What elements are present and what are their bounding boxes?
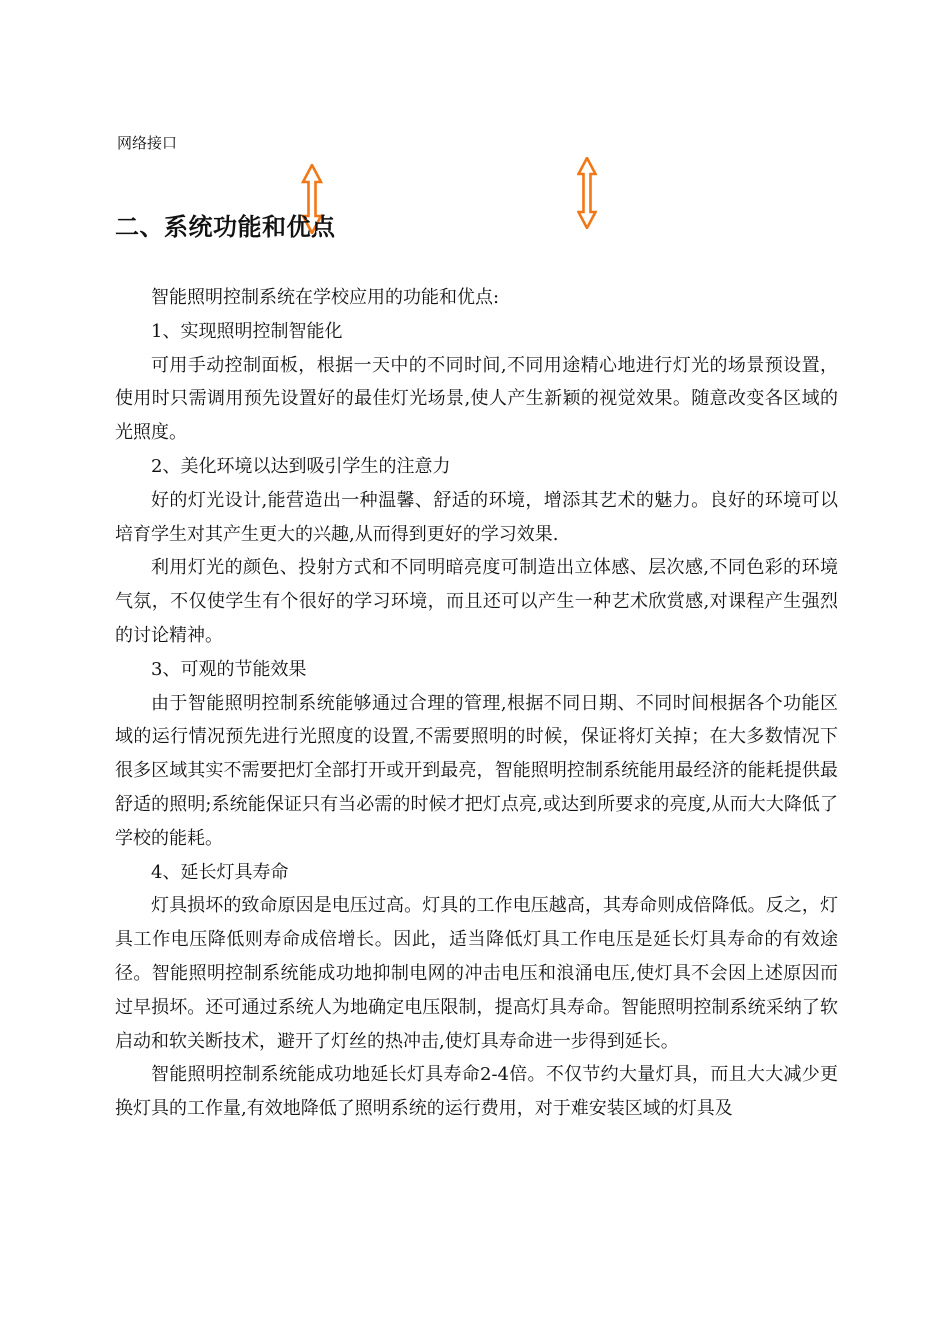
paragraph: 由于智能照明控制系统能够通过合理的管理,根据不同日期、不同时间根据各个功能区域的运行情况预先进行光照度的设置,不需要照明的时候，保证将灯关掉；在大多数情况下很多区域其实不需要把灯全部打开或开到最亮，智能照明控制系统能用最经济的能耗提供最舒适的照明;系统能保证只有当必需的时候才把灯点亮,或达到所要求的亮度,从而大大降低了学校的能耗。 bbox=[115, 692, 838, 849]
subheading-1: 1、实现照明控制智能化 bbox=[151, 320, 343, 342]
double-arrow-icon bbox=[577, 157, 597, 229]
subheading-2: 2、美化环境以达到吸引学生的注意力 bbox=[151, 455, 451, 477]
diagram-caption: 网络接口 bbox=[117, 134, 178, 152]
paragraph: 可用手动控制面板，根据一天中的不同时间,不同用途精心地进行灯光的场景预设置，使用时只需调用预先设置好的最佳灯光场景,使人产生新颖的视觉效果。随意改变各区域的光照度。 bbox=[115, 354, 838, 444]
subheading-4: 4、延长灯具寿命 bbox=[151, 861, 289, 883]
intro-paragraph: 智能照明控制系统在学校应用的功能和优点: bbox=[151, 287, 500, 308]
section-body bbox=[115, 281, 838, 1126]
paragraph: 灯具损坏的致命原因是电压过高。灯具的工作电压越高，其寿命则成倍降低。反之，灯具工作电压降低则寿命成倍增长。因此，适当降低灯具工作电压是延长灯具寿命的有效途径。智能照明控制系统能成功地抑制电网的冲击电压和浪涌电压,使灯具不会因上述原因而过早损坏。还可通过系统人为地确定电压限制，提高灯具寿命。智能照明控制系统采纳了软启动和软关断技术，避开了灯丝的热冲击,使灯具寿命进一步得到延长。 bbox=[115, 895, 838, 1052]
section-heading: 二、系统功能和优点 bbox=[115, 213, 336, 241]
paragraph: 好的灯光设计,能营造出一种温馨、舒适的环境，增添其艺术的魅力。良好的环境可以培育学生对其产生更大的兴趣,从而得到更好的学习效果. bbox=[115, 489, 838, 545]
paragraph: 利用灯光的颜色、投射方式和不同明暗亮度可制造出立体感、层次感,不同色彩的环境气氛，不仅使学生有个很好的学习环境，而且还可以产生一种艺术欣赏感,对课程产生强烈的讨论精神。 bbox=[115, 557, 838, 646]
paragraph: 智能照明控制系统能成功地延长灯具寿命2-4倍。不仅节约大量灯具，而且大大减少更换灯具的工作量,有效地降低了照明系统的运行费用，对于难安装区域的灯具及 bbox=[115, 1064, 838, 1120]
subheading-3: 3、可观的节能效果 bbox=[151, 658, 307, 680]
